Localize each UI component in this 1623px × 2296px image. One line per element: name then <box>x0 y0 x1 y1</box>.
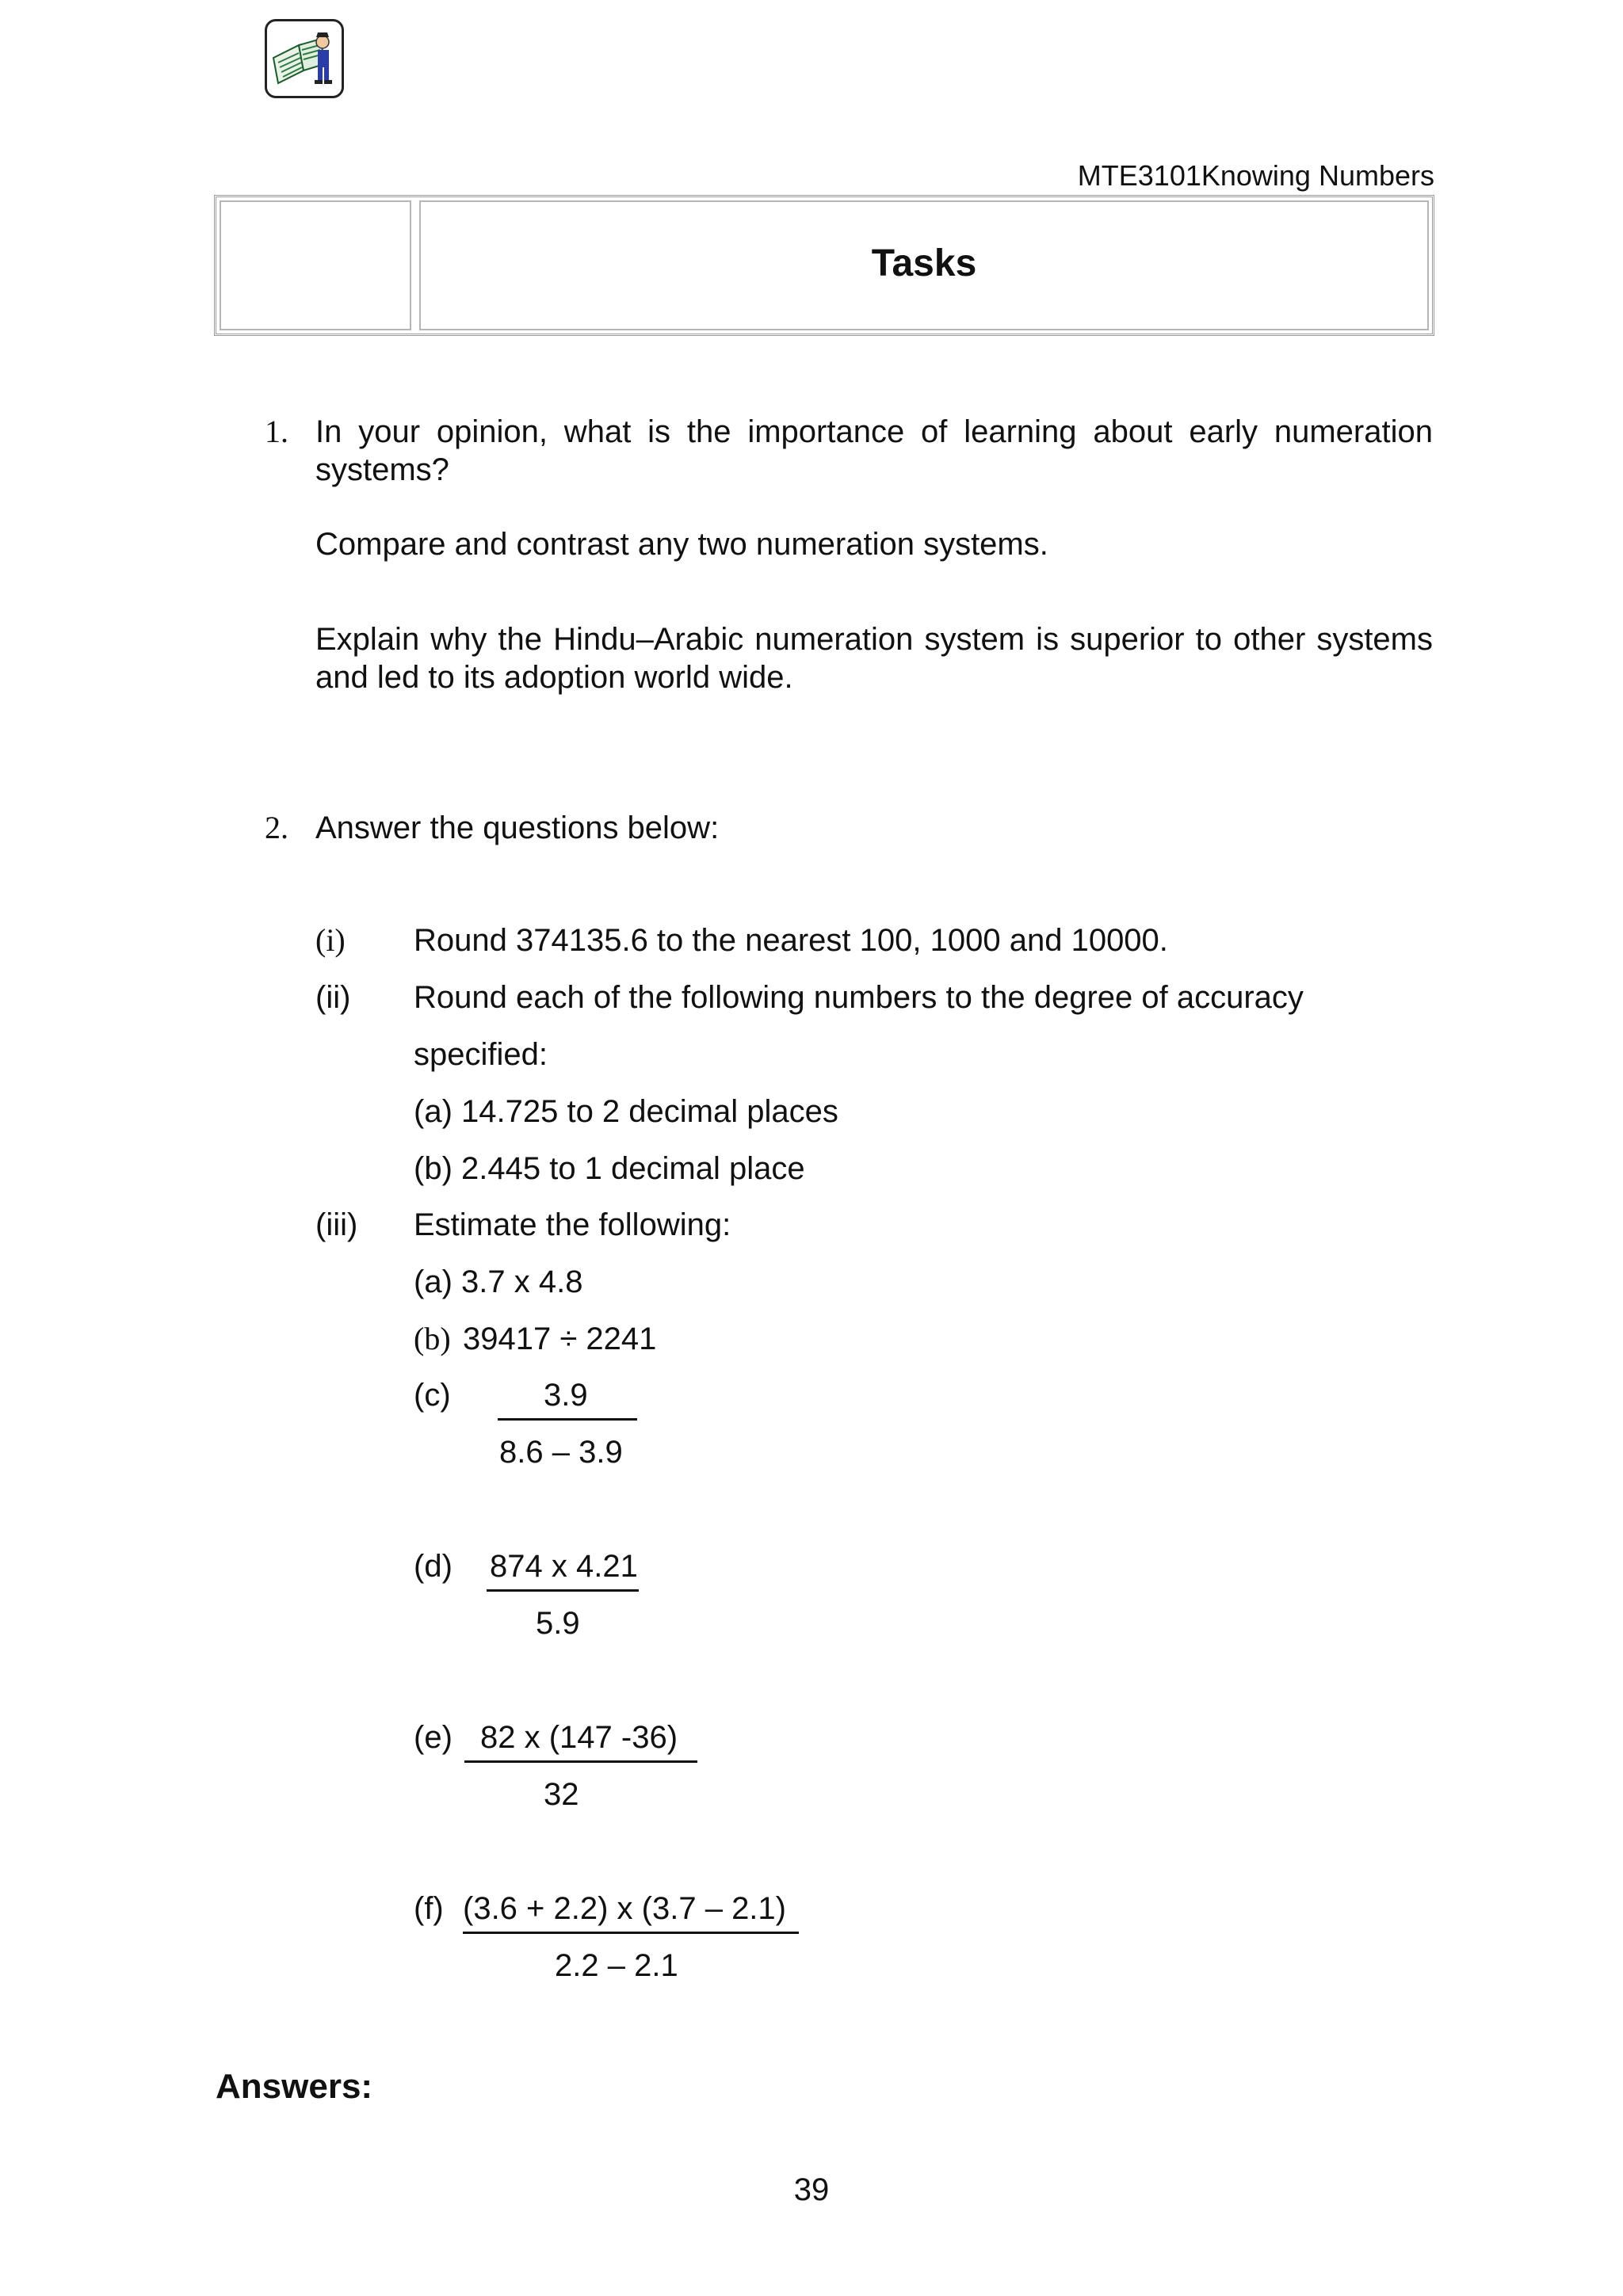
q1-line3: Explain why the Hindu–Arabic numeration system is superior to other systems and led to its adoption world wide. <box>315 622 1433 695</box>
course-header: MTE3101Knowing Numbers <box>1077 159 1434 192</box>
q2-i-text: Round 374135.6 to the nearest 100, 1000 and 10000. <box>414 923 1168 958</box>
q2-iii-d-numerator: 874 x 4.21 <box>490 1549 638 1584</box>
q2-iii-d-label: (d) <box>414 1549 453 1584</box>
tasks-box-right-cell <box>419 200 1429 330</box>
q2-iii-d-denominator: 5.9 <box>536 1606 580 1641</box>
answers-heading: Answers: <box>216 2067 373 2106</box>
q2-iii-f-label: (f) <box>414 1891 444 1926</box>
q2-iii-e-numerator: 82 x (147 -36) <box>480 1720 678 1755</box>
q2-ii-a: (a) 14.725 to 2 decimal places <box>414 1094 838 1129</box>
q1-line1: In your opinion, what is the importance of learning about early numeration systems? <box>315 414 1433 487</box>
q2-iii-d-fraction-bar <box>487 1589 639 1592</box>
q2-ii-text2: specified: <box>414 1037 548 1072</box>
q2-iii-c-numerator: 3.9 <box>544 1378 588 1413</box>
q2-iii-e-label: (e) <box>414 1720 453 1755</box>
tasks-title: Tasks <box>871 242 977 284</box>
q2-iii-f-numerator: (3.6 + 2.2) x (3.7 – 2.1) <box>463 1891 786 1926</box>
q2-ii-label: (ii) <box>315 980 351 1015</box>
q2-ii-b: (b) 2.445 to 1 decimal place <box>414 1151 805 1186</box>
q2-iii-c-denominator: 8.6 – 3.9 <box>499 1435 623 1470</box>
tasks-header-box <box>214 195 1434 336</box>
q1-line2: Compare and contrast any two numeration systems. <box>315 527 1048 562</box>
book-reader-icon <box>265 19 344 98</box>
q2-ii-text1: Round each of the following numbers to the degree of accuracy <box>414 980 1304 1015</box>
tasks-box-left-cell <box>220 200 411 330</box>
q2-intro: Answer the questions below: <box>315 810 720 845</box>
q2-iii-label: (iii) <box>315 1207 358 1242</box>
q2-iii-b-text: 39417 ÷ 2241 <box>463 1322 657 1356</box>
q2-iii-e-denominator: 32 <box>544 1777 579 1812</box>
page-number: 39 <box>793 2172 830 2207</box>
q2-iii-c-label: (c) <box>414 1378 451 1413</box>
q2-iii-f-fraction-bar <box>463 1932 799 1934</box>
q2-iii-a: (a) 3.7 x 4.8 <box>414 1264 583 1299</box>
q2-iii-e-fraction-bar <box>464 1760 697 1763</box>
q2-iii-c-fraction-bar <box>498 1418 637 1421</box>
q2-i-label: (i) <box>315 922 346 958</box>
q2-number: 2. <box>265 810 288 845</box>
q2-iii-b-label: (b) <box>414 1321 451 1356</box>
q1-number: 1. <box>265 414 288 449</box>
q2-iii-text: Estimate the following: <box>414 1207 731 1242</box>
q2-iii-f-denominator: 2.2 – 2.1 <box>555 1948 678 1983</box>
